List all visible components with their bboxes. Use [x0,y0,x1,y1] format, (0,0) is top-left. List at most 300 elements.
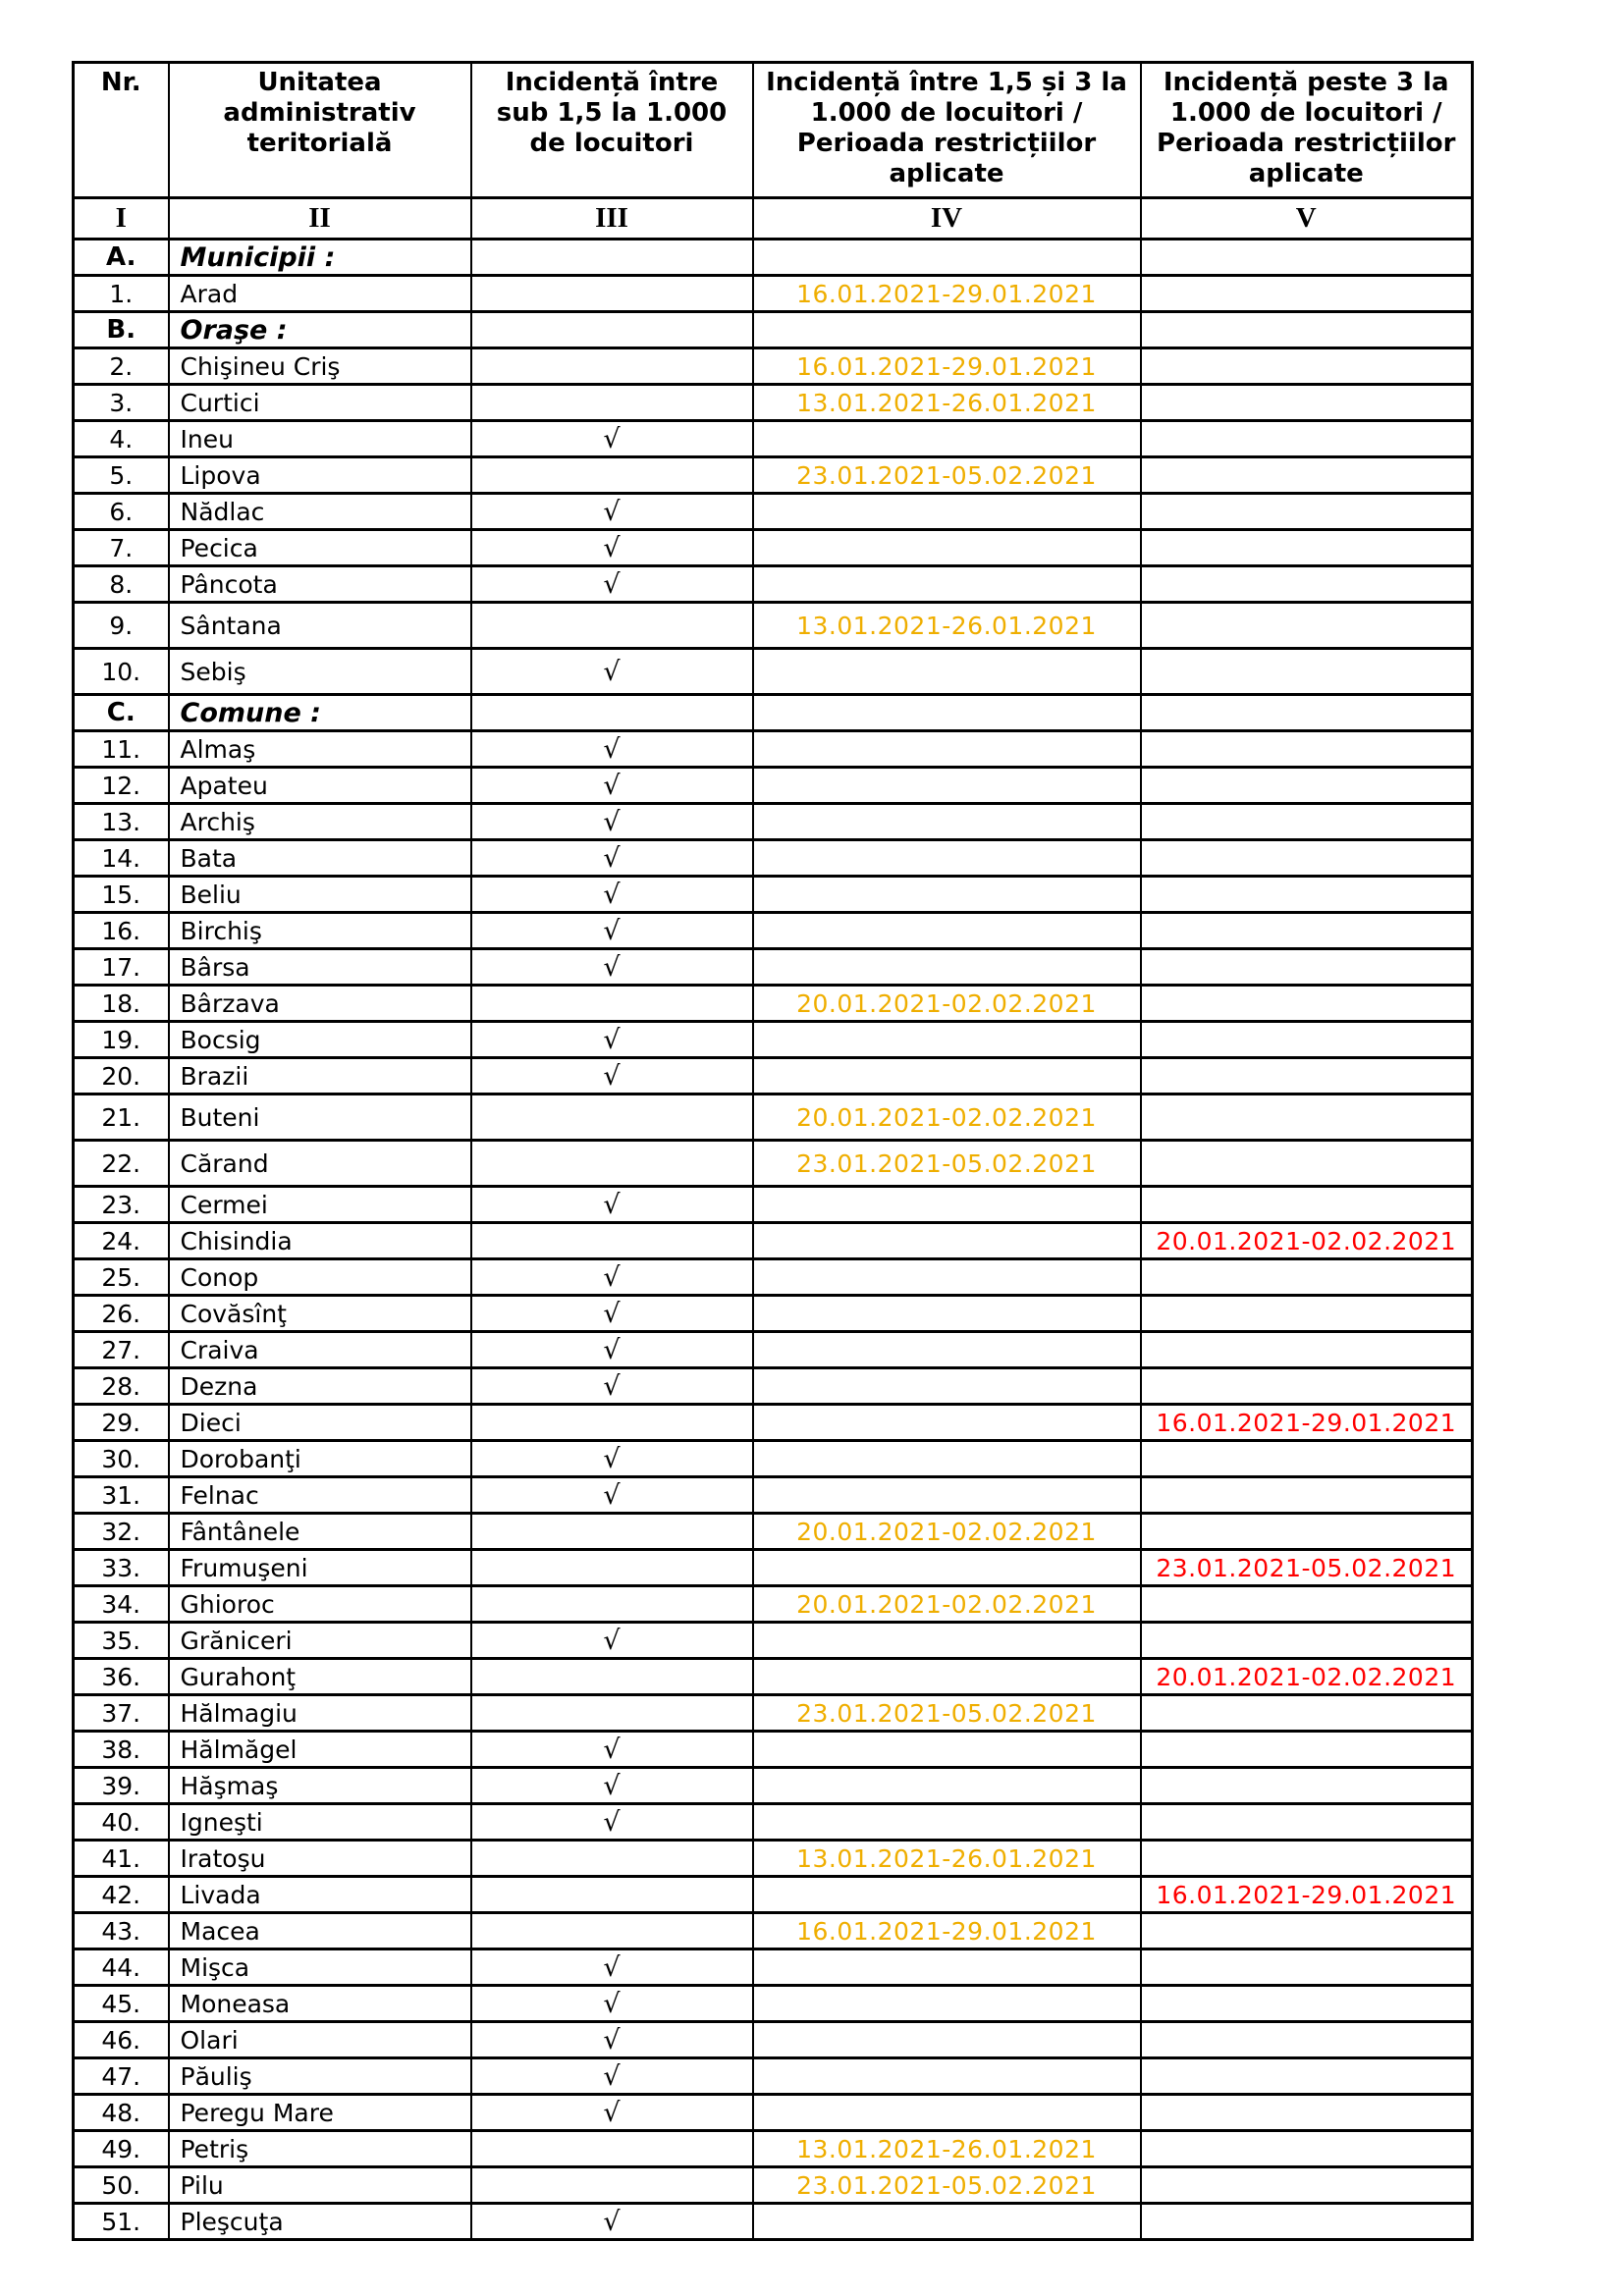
incidence-over-3-cell [1141,2095,1473,2131]
section-row [74,695,1473,731]
row-number-cell: 45. [74,1986,169,2022]
row-number-cell: 16. [74,913,169,949]
row-number-cell: 18. [74,986,169,1022]
incidence-under-1-5-cell [471,1586,753,1623]
incidence-1-5-to-3-cell [753,312,1141,348]
header-incidence-1-5-to-3: Incidență între 1,5 și 3 la 1.000 de locuitori / Perioada restricțiilor aplicate [753,63,1141,198]
incidence-1-5-to-3-cell [753,949,1141,986]
incidence-over-3-cell [1141,1514,1473,1550]
incidence-over-3-cell [1141,348,1473,385]
uat-name-cell: Frumuşeni [169,1550,471,1586]
uat-name-cell: Covăsînţ [169,1296,471,1332]
incidence-1-5-to-3-cell: 20.01.2021-02.02.2021 [753,1586,1141,1623]
incidence-over-3-cell [1141,1187,1473,1223]
incidence-1-5-to-3-cell [753,1296,1141,1332]
uat-name-cell: Pilu [169,2167,471,2204]
incidence-under-1-5-cell: √ [471,649,753,695]
incidence-under-1-5-cell [471,1695,753,1732]
uat-name-cell: Cermei [169,1187,471,1223]
incidence-over-3-cell [1141,1022,1473,1058]
table-row [74,1259,1473,1296]
incidence-over-3-cell [1141,986,1473,1022]
row-number-cell: 27. [74,1332,169,1368]
row-number-cell: 22. [74,1141,169,1187]
incidence-over-3-cell [1141,1095,1473,1141]
header-uat: Unitatea administrativ teritorială [169,63,471,198]
table-row [74,1659,1473,1695]
incidence-over-3-cell [1141,1768,1473,1804]
table-row [74,2058,1473,2095]
header-row [74,63,1473,198]
uat-name-cell: Oraşe : [169,312,471,348]
incidence-under-1-5-cell [471,1659,753,1695]
incidence-over-3-cell [1141,1332,1473,1368]
incidence-1-5-to-3-cell: 13.01.2021-26.01.2021 [753,1841,1141,1877]
table-row [74,1187,1473,1223]
incidence-over-3-cell [1141,949,1473,986]
incidence-1-5-to-3-cell [753,494,1141,530]
uat-name-cell: Grăniceri [169,1623,471,1659]
incidence-under-1-5-cell: √ [471,421,753,457]
incidence-1-5-to-3-cell [753,530,1141,566]
row-number-cell: 5. [74,457,169,494]
incidence-1-5-to-3-cell [753,768,1141,804]
incidence-1-5-to-3-cell: 13.01.2021-26.01.2021 [753,603,1141,649]
incidence-1-5-to-3-cell [753,804,1141,840]
uat-name-cell: Igneşti [169,1804,471,1841]
uat-name-cell: Pecica [169,530,471,566]
incidence-1-5-to-3-cell [753,1623,1141,1659]
incidence-under-1-5-cell [471,1841,753,1877]
table-row [74,1913,1473,1949]
table-row [74,1095,1473,1141]
incidence-1-5-to-3-cell: 23.01.2021-05.02.2021 [753,2167,1141,2204]
incidence-under-1-5-cell [471,240,753,276]
incidence-under-1-5-cell: √ [471,1022,753,1058]
incidence-under-1-5-cell: √ [471,1332,753,1368]
incidence-under-1-5-cell [471,1405,753,1441]
uat-name-cell: Bârsa [169,949,471,986]
incidence-under-1-5-cell [471,603,753,649]
incidence-over-3-cell [1141,603,1473,649]
incidence-1-5-to-3-cell [753,1187,1141,1223]
incidence-1-5-to-3-cell [753,1441,1141,1477]
row-number-cell: 38. [74,1732,169,1768]
uat-name-cell: Archiş [169,804,471,840]
table-row [74,494,1473,530]
incidence-over-3-cell [1141,1949,1473,1986]
row-number-cell: 11. [74,731,169,768]
row-number-cell: 23. [74,1187,169,1223]
incidence-over-3-cell [1141,1913,1473,1949]
uat-name-cell: Birchiş [169,913,471,949]
table-row [74,1514,1473,1550]
section-row [74,240,1473,276]
row-number-cell: A. [74,240,169,276]
uat-name-cell: Hălmagiu [169,1695,471,1732]
incidence-over-3-cell: 20.01.2021-02.02.2021 [1141,1223,1473,1259]
uat-name-cell: Nădlac [169,494,471,530]
incidence-1-5-to-3-cell [753,240,1141,276]
row-number-cell: 9. [74,603,169,649]
incidence-under-1-5-cell: √ [471,566,753,603]
incidence-over-3-cell [1141,530,1473,566]
uat-name-cell: Gurahonţ [169,1659,471,1695]
table-row [74,1141,1473,1187]
uat-name-cell: Mişca [169,1949,471,1986]
table-row [74,2167,1473,2204]
table-row [74,1586,1473,1623]
uat-name-cell: Peregu Mare [169,2095,471,2131]
incidence-over-3-cell [1141,2022,1473,2058]
incidence-under-1-5-cell: √ [471,1949,753,1986]
incidence-1-5-to-3-cell [753,877,1141,913]
uat-name-cell: Bârzava [169,986,471,1022]
row-number-cell: 47. [74,2058,169,2095]
uat-name-cell: Chisindia [169,1223,471,1259]
incidence-over-3-cell [1141,1296,1473,1332]
incidence-over-3-cell [1141,1477,1473,1514]
row-number-cell: 2. [74,348,169,385]
incidence-under-1-5-cell [471,1913,753,1949]
row-number-cell: 29. [74,1405,169,1441]
uat-name-cell: Sebiş [169,649,471,695]
uat-name-cell: Pleşcuţa [169,2204,471,2240]
row-number-cell: B. [74,312,169,348]
incidence-over-3-cell [1141,385,1473,421]
incidence-over-3-cell [1141,2131,1473,2167]
row-number-cell: 31. [74,1477,169,1514]
table-row [74,1877,1473,1913]
uat-name-cell: Pâncota [169,566,471,603]
table-row [74,1441,1473,1477]
incidence-1-5-to-3-cell [753,1405,1141,1441]
incidence-over-3-cell [1141,1804,1473,1841]
uat-name-cell: Ghioroc [169,1586,471,1623]
row-number-cell: 49. [74,2131,169,2167]
incidence-1-5-to-3-cell [753,1058,1141,1095]
table-row [74,1550,1473,1586]
uat-name-cell: Apateu [169,768,471,804]
row-number-cell: 26. [74,1296,169,1332]
incidence-over-3-cell [1141,768,1473,804]
incidence-1-5-to-3-cell [753,2095,1141,2131]
row-number-cell: 20. [74,1058,169,1095]
incidence-1-5-to-3-cell [753,1949,1141,1986]
row-number-cell: 51. [74,2204,169,2240]
table-row [74,1405,1473,1441]
uat-name-cell: Curtici [169,385,471,421]
row-number-cell: 39. [74,1768,169,1804]
incidence-table [72,61,1474,2241]
numeral-col-3: III [471,198,753,240]
uat-name-cell: Fântânele [169,1514,471,1550]
incidence-1-5-to-3-cell [753,1732,1141,1768]
incidence-over-3-cell [1141,840,1473,877]
incidence-1-5-to-3-cell: 20.01.2021-02.02.2021 [753,1095,1141,1141]
row-number-cell: 28. [74,1368,169,1405]
table-row [74,1732,1473,1768]
incidence-1-5-to-3-cell [753,1223,1141,1259]
incidence-under-1-5-cell [471,276,753,312]
incidence-over-3-cell [1141,695,1473,731]
incidence-1-5-to-3-cell [753,1804,1141,1841]
incidence-over-3-cell [1141,312,1473,348]
row-number-cell: 1. [74,276,169,312]
incidence-over-3-cell [1141,566,1473,603]
uat-name-cell: Sântana [169,603,471,649]
incidence-under-1-5-cell: √ [471,1477,753,1514]
incidence-1-5-to-3-cell [753,731,1141,768]
row-number-cell: 4. [74,421,169,457]
incidence-under-1-5-cell [471,2167,753,2204]
table-row [74,986,1473,1022]
incidence-over-3-cell [1141,1259,1473,1296]
incidence-over-3-cell: 16.01.2021-29.01.2021 [1141,1877,1473,1913]
table-row [74,1841,1473,1877]
incidence-over-3-cell [1141,1732,1473,1768]
uat-name-cell: Olari [169,2022,471,2058]
row-number-cell: 7. [74,530,169,566]
incidence-over-3-cell [1141,276,1473,312]
numerals-row [74,198,1473,240]
table-row [74,804,1473,840]
incidence-under-1-5-cell [471,1141,753,1187]
uat-name-cell: Felnac [169,1477,471,1514]
incidence-under-1-5-cell [471,385,753,421]
uat-name-cell: Brazii [169,1058,471,1095]
section-row [74,312,1473,348]
table-row [74,1368,1473,1405]
table-row [74,457,1473,494]
incidence-over-3-cell [1141,1441,1473,1477]
incidence-over-3-cell [1141,2204,1473,2240]
incidence-1-5-to-3-cell: 20.01.2021-02.02.2021 [753,1514,1141,1550]
incidence-under-1-5-cell: √ [471,1368,753,1405]
incidence-under-1-5-cell: √ [471,1058,753,1095]
row-number-cell: 34. [74,1586,169,1623]
incidence-over-3-cell [1141,494,1473,530]
table-row [74,348,1473,385]
incidence-under-1-5-cell [471,1877,753,1913]
table-row [74,603,1473,649]
numeral-col-2: II [169,198,471,240]
incidence-1-5-to-3-cell [753,2058,1141,2095]
uat-name-cell: Macea [169,1913,471,1949]
table-row [74,649,1473,695]
row-number-cell: 21. [74,1095,169,1141]
incidence-under-1-5-cell: √ [471,530,753,566]
incidence-1-5-to-3-cell [753,840,1141,877]
incidence-over-3-cell [1141,1695,1473,1732]
uat-name-cell: Dezna [169,1368,471,1405]
uat-name-cell: Cărand [169,1141,471,1187]
uat-name-cell: Arad [169,276,471,312]
incidence-1-5-to-3-cell [753,1768,1141,1804]
row-number-cell: 50. [74,2167,169,2204]
uat-name-cell: Craiva [169,1332,471,1368]
row-number-cell: 14. [74,840,169,877]
table-row [74,276,1473,312]
incidence-under-1-5-cell: √ [471,768,753,804]
table-row [74,1949,1473,1986]
row-number-cell: 3. [74,385,169,421]
incidence-over-3-cell [1141,2058,1473,2095]
table-row [74,1477,1473,1514]
uat-name-cell: Moneasa [169,1986,471,2022]
incidence-over-3-cell [1141,913,1473,949]
row-number-cell: 42. [74,1877,169,1913]
incidence-over-3-cell [1141,1368,1473,1405]
table-row [74,1058,1473,1095]
table-row [74,913,1473,949]
incidence-under-1-5-cell: √ [471,1187,753,1223]
incidence-under-1-5-cell [471,1095,753,1141]
table-row [74,385,1473,421]
uat-name-cell: Dieci [169,1405,471,1441]
incidence-1-5-to-3-cell [753,2022,1141,2058]
incidence-under-1-5-cell: √ [471,1804,753,1841]
incidence-1-5-to-3-cell [753,566,1141,603]
incidence-under-1-5-cell: √ [471,913,753,949]
incidence-over-3-cell [1141,457,1473,494]
incidence-over-3-cell [1141,240,1473,276]
uat-name-cell: Buteni [169,1095,471,1141]
table-row [74,1986,1473,2022]
incidence-over-3-cell [1141,1586,1473,1623]
incidence-under-1-5-cell: √ [471,2095,753,2131]
incidence-1-5-to-3-cell: 16.01.2021-29.01.2021 [753,1913,1141,1949]
incidence-1-5-to-3-cell: 16.01.2021-29.01.2021 [753,348,1141,385]
row-number-cell: 19. [74,1022,169,1058]
row-number-cell: 44. [74,1949,169,1986]
table-row [74,1296,1473,1332]
incidence-1-5-to-3-cell [753,1368,1141,1405]
uat-name-cell: Almaş [169,731,471,768]
uat-name-cell: Dorobanţi [169,1441,471,1477]
incidence-under-1-5-cell: √ [471,840,753,877]
incidence-over-3-cell: 16.01.2021-29.01.2021 [1141,1405,1473,1441]
incidence-under-1-5-cell: √ [471,2022,753,2058]
incidence-under-1-5-cell [471,348,753,385]
incidence-over-3-cell [1141,649,1473,695]
incidence-under-1-5-cell [471,1223,753,1259]
row-number-cell: 43. [74,1913,169,1949]
table-row [74,2131,1473,2167]
incidence-under-1-5-cell [471,312,753,348]
incidence-under-1-5-cell: √ [471,1768,753,1804]
table-row [74,2022,1473,2058]
incidence-1-5-to-3-cell: 16.01.2021-29.01.2021 [753,276,1141,312]
incidence-over-3-cell [1141,731,1473,768]
table-row [74,949,1473,986]
incidence-under-1-5-cell: √ [471,877,753,913]
incidence-under-1-5-cell: √ [471,1441,753,1477]
uat-name-cell: Hăşmaş [169,1768,471,1804]
row-number-cell: 37. [74,1695,169,1732]
incidence-over-3-cell [1141,1141,1473,1187]
table-row [74,421,1473,457]
incidence-1-5-to-3-cell: 23.01.2021-05.02.2021 [753,1141,1141,1187]
incidence-under-1-5-cell: √ [471,1296,753,1332]
table-row [74,877,1473,913]
row-number-cell: C. [74,695,169,731]
incidence-1-5-to-3-cell [753,1332,1141,1368]
uat-name-cell: Ineu [169,421,471,457]
incidence-over-3-cell: 20.01.2021-02.02.2021 [1141,1659,1473,1695]
incidence-1-5-to-3-cell [753,1877,1141,1913]
uat-name-cell: Petriş [169,2131,471,2167]
table-row [74,530,1473,566]
row-number-cell: 17. [74,949,169,986]
header-incidence-over-3: Incidență peste 3 la 1.000 de locuitori / Perioada restricțiilor aplicate [1141,63,1473,198]
uat-name-cell: Lipova [169,457,471,494]
header-incidence-under-1-5: Incidență între sub 1,5 la 1.000 de locuitori [471,63,753,198]
incidence-under-1-5-cell [471,2131,753,2167]
table-row [74,1804,1473,1841]
uat-name-cell: Conop [169,1259,471,1296]
row-number-cell: 12. [74,768,169,804]
row-number-cell: 40. [74,1804,169,1841]
incidence-over-3-cell [1141,1841,1473,1877]
incidence-1-5-to-3-cell [753,1259,1141,1296]
header-nr: Nr. [74,63,169,198]
incidence-1-5-to-3-cell: 13.01.2021-26.01.2021 [753,2131,1141,2167]
incidence-1-5-to-3-cell [753,913,1141,949]
row-number-cell: 13. [74,804,169,840]
table-row [74,2095,1473,2131]
table-row [74,840,1473,877]
row-number-cell: 33. [74,1550,169,1586]
incidence-over-3-cell [1141,804,1473,840]
incidence-under-1-5-cell [471,1550,753,1586]
row-number-cell: 48. [74,2095,169,2131]
uat-name-cell: Bata [169,840,471,877]
uat-name-cell: Municipii : [169,240,471,276]
incidence-1-5-to-3-cell [753,649,1141,695]
incidence-under-1-5-cell: √ [471,804,753,840]
incidence-1-5-to-3-cell [753,1022,1141,1058]
table-row [74,1695,1473,1732]
row-number-cell: 8. [74,566,169,603]
row-number-cell: 32. [74,1514,169,1550]
incidence-1-5-to-3-cell [753,1550,1141,1586]
incidence-1-5-to-3-cell [753,1477,1141,1514]
row-number-cell: 46. [74,2022,169,2058]
incidence-under-1-5-cell: √ [471,494,753,530]
incidence-1-5-to-3-cell [753,2204,1141,2240]
incidence-under-1-5-cell: √ [471,2204,753,2240]
row-number-cell: 41. [74,1841,169,1877]
row-number-cell: 30. [74,1441,169,1477]
uat-name-cell: Beliu [169,877,471,913]
row-number-cell: 10. [74,649,169,695]
row-number-cell: 15. [74,877,169,913]
row-number-cell: 35. [74,1623,169,1659]
table-row [74,1223,1473,1259]
table-row [74,1768,1473,1804]
incidence-under-1-5-cell: √ [471,1259,753,1296]
incidence-1-5-to-3-cell: 13.01.2021-26.01.2021 [753,385,1141,421]
table-row [74,1022,1473,1058]
table-row [74,1332,1473,1368]
incidence-under-1-5-cell: √ [471,1732,753,1768]
uat-name-cell: Livada [169,1877,471,1913]
incidence-over-3-cell: 23.01.2021-05.02.2021 [1141,1550,1473,1586]
incidence-under-1-5-cell [471,457,753,494]
incidence-over-3-cell [1141,1058,1473,1095]
incidence-under-1-5-cell: √ [471,1986,753,2022]
